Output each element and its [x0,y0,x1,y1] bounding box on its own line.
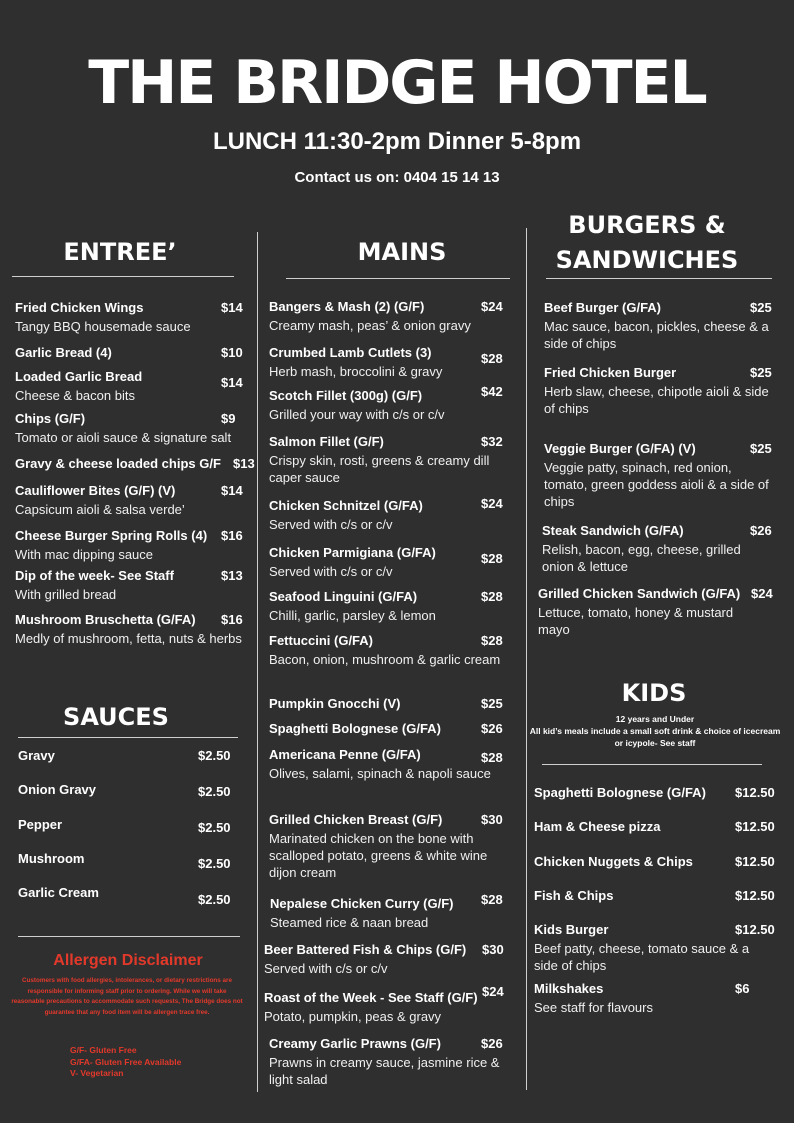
allergen-text: Customers with food allergies, intolerances, or dietary restrictions are responsible for informing staff prior to ordering. While we will take reasonable precautions to accommodate such requests, The Bridge does not guarantee that any food item will be allergen trace free. [11,977,243,1016]
sauces-item-price: $2.50 [198,892,231,907]
mains-item-name: Pumpkin Gnocchi (V) [269,696,401,711]
entree-menu-item [15,528,251,563]
mains-menu-item [269,434,515,486]
entree-item-name: Cheese Burger Spring Rolls (4) [15,528,208,543]
mains-item-name: Spaghetti Bolognese (G/FA) [269,721,441,736]
sauces-item-name: Onion Gravy [18,782,97,797]
entree-item-name: Dip of the week- See Staff [15,568,174,583]
kids-menu-item [534,819,660,835]
kids-item-price: $12.50 [735,785,775,800]
sauces-rule [18,737,238,738]
mains-item-price: $26 [481,1036,503,1051]
mains-item-description: Herb mash, broccolini & gravy [269,364,443,379]
mains-item-description: Served with c/s or c/v [269,517,393,532]
burgers-item-description: Lettuce, tomato, honey & mustard mayo [538,605,734,637]
entree-menu-item [15,612,251,647]
mains-item-name: Creamy Garlic Prawns (G/F) [269,1036,441,1051]
mains-item-price: $24 [482,984,504,999]
entree-item-description: Tomato or aioli sauce & signature salt [15,430,232,445]
mains-item-description: Marinated chicken on the bone with scalloped potato, greens & white wine dijon cream [269,831,488,880]
entree-rule [12,276,234,277]
mains-item-name: Scotch Fillet (300g) (G/F) [269,388,423,403]
entree-item-name: Chips (G/F) [15,411,86,426]
mains-item-description: Creamy mash, peas’ & onion gravy [269,318,471,333]
burgers-item-name: Grilled Chicken Sandwich (G/FA) [538,586,741,601]
mains-item-name: Crumbed Lamb Cutlets (3) [269,345,432,360]
burgers-menu-item [544,441,774,510]
mains-item-description: Olives, salami, spinach & napoli sauce [269,766,491,781]
sauces-item-name: Garlic Cream [18,885,99,900]
mains-menu-item [264,942,510,977]
mains-item-name: Chicken Parmigiana (G/FA) [269,545,436,560]
mains-menu-item [269,1036,515,1088]
mains-item-name: Seafood Linguini (G/FA) [269,589,418,604]
mains-item-description: Chilli, garlic, parsley & lemon [269,608,436,623]
mains-item-description: Prawns in creamy sauce, jasmine rice & light salad [269,1055,500,1087]
mains-menu-item [269,633,515,668]
entree-menu-item [15,345,112,361]
entree-item-name: Garlic Bread (4) [15,345,112,360]
burgers-menu-item [538,586,768,638]
mains-menu-item [270,896,516,931]
mains-item-price: $28 [481,351,503,366]
column-divider-right [526,228,527,1090]
mains-item-description: Served with c/s or c/v [269,564,393,579]
burgers-item-name: Veggie Burger (G/FA) (V) [544,441,696,456]
sauces-item-price: $2.50 [198,748,231,763]
entree-item-name: Cauliflower Bites (G/F) (V) [15,483,176,498]
mains-item-name: Nepalese Chicken Curry (G/F) [270,896,454,911]
entree-menu-item [15,411,251,446]
kids-item-name: Fish & Chips [534,888,614,903]
entree-item-description: With mac dipping sauce [15,547,154,562]
entree-item-price: $10 [221,345,243,360]
burgers-item-price: $25 [750,365,772,380]
kids-item-price: $6 [735,981,750,996]
mains-item-name: Roast of the Week - See Staff (G/F) [264,990,478,1005]
mains-item-price: $32 [481,434,503,449]
mains-item-price: $28 [481,750,503,765]
burgers-item-price: $24 [751,586,773,601]
mains-item-price: $24 [481,299,503,314]
burgers-item-description: Veggie patty, spinach, red onion, tomato, green goddess aioli & a side of chips [544,460,769,509]
burgers-item-description: Herb slaw, cheese, chipotle aioli & side of chips [544,384,769,416]
mains-menu-item [269,299,515,334]
entree-menu-item [15,483,251,518]
entree-item-price: $13 [221,568,243,583]
entree-item-name: Gravy & cheese loaded chips G/F [15,456,221,471]
kids-menu-item [534,785,706,801]
entree-item-description: Tangy BBQ housemade sauce [15,319,191,334]
mains-menu-item [269,388,515,423]
mains-item-name: Grilled Chicken Breast (G/F) [269,812,443,827]
sauces-item-price: $2.50 [198,856,231,871]
mains-item-price: $24 [481,496,503,511]
kids-heading: KIDS [621,679,687,707]
burgers-menu-item [542,523,772,575]
burgers-heading-line1: BURGERS & [568,211,726,239]
mains-item-price: $30 [481,812,503,827]
entree-menu-item [15,568,251,603]
burgers-item-description: Relish, bacon, egg, cheese, grilled onion & lettuce [542,542,741,574]
entree-menu-item [15,369,251,404]
entree-item-name: Loaded Garlic Bread [15,369,143,384]
mains-item-price: $26 [481,721,503,736]
allergen-heading: Allergen Disclaimer [53,952,203,969]
entree-menu-item [15,300,251,335]
mains-item-description: Steamed rice & naan bread [270,915,429,930]
sauces-menu-item [18,817,62,833]
kids-item-name: Ham & Cheese pizza [534,819,661,834]
sauces-menu-item [18,851,84,867]
mains-menu-item [269,747,515,782]
entree-heading: ENTREE’ [63,238,177,266]
mains-menu-item [269,812,515,881]
burgers-item-description: Mac sauce, bacon, pickles, cheese & a side of chips [544,319,769,351]
mains-item-price: $28 [481,589,503,604]
kids-item-price: $12.50 [735,922,775,937]
kids-item-name: Spaghetti Bolognese (G/FA) [534,785,706,800]
mains-item-name: Salmon Fillet (G/F) [269,434,384,449]
mains-menu-item [269,721,441,737]
opening-hours: LUNCH 11:30-2pm Dinner 5-8pm [212,128,582,155]
sauces-menu-item [18,748,55,764]
legend-gluten-free: G/F- Gluten Free [70,1045,137,1055]
entree-item-price: $13 [233,456,255,471]
kids-inclusion-note: All kid’s meals include a small soft drink & choice of icecream or icypole- See staff [529,726,781,748]
legend-vegetarian: V- Vegetarian [70,1068,124,1078]
entree-menu-item [15,456,221,472]
mains-menu-item [269,545,515,580]
dietary-legend [70,1045,181,1080]
kids-item-name: Chicken Nuggets & Chips [534,854,693,869]
entree-item-description: Capsicum aioli & salsa verde’ [15,502,185,517]
entree-item-price: $16 [221,612,243,627]
mains-menu-item [264,990,510,1025]
mains-item-description: Bacon, onion, mushroom & garlic cream [269,652,501,667]
kids-rule [542,764,762,765]
column-divider-left [257,232,258,1092]
mains-item-price: $25 [481,696,503,711]
kids-item-description: See staff for flavours [534,1000,653,1015]
sauces-item-name: Pepper [18,817,63,832]
mains-heading: MAINS [357,238,447,266]
burgers-item-price: $25 [750,300,772,315]
burgers-heading-line2: SANDWICHES [555,246,739,274]
kids-item-price: $12.50 [735,819,775,834]
kids-age: 12 years and Under [615,714,695,724]
mains-item-price: $28 [481,551,503,566]
burgers-rule [546,278,772,279]
mains-item-price: $28 [481,633,503,648]
kids-item-price: $12.50 [735,888,775,903]
burgers-heading [540,208,754,278]
hotel-title: THE BRIDGE HOTEL [88,48,706,118]
entree-item-description: Medly of mushroom, fetta, nuts & herbs [15,631,242,646]
kids-item-name: Milkshakes [534,981,604,996]
entree-item-price: $9 [221,411,236,426]
entree-item-price: $14 [221,300,243,315]
entree-item-name: Mushroom Bruschetta (G/FA) [15,612,196,627]
mains-menu-item [269,498,515,533]
entree-item-name: Fried Chicken Wings [15,300,144,315]
mains-item-name: Bangers & Mash (2) (G/F) [269,299,425,314]
kids-note [528,713,782,749]
mains-item-description: Grilled your way with c/s or c/v [269,407,445,422]
burgers-item-name: Fried Chicken Burger [544,365,677,380]
mains-item-description: Potato, pumpkin, peas & gravy [264,1009,442,1024]
legend-gluten-free-available: G/FA- Gluten Free Available [70,1056,182,1067]
burgers-item-name: Beef Burger (G/FA) [544,300,662,315]
burgers-menu-item [544,365,774,417]
mains-menu-item [269,696,400,712]
entree-item-description: Cheese & bacon bits [15,388,135,403]
mains-rule [286,278,510,279]
sauces-bottom-rule [18,936,240,937]
mains-item-description: Crispy skin, rosti, greens & creamy dill caper sauce [269,453,490,485]
sauces-item-price: $2.50 [198,784,231,799]
mains-item-price: $30 [482,942,504,957]
mains-item-name: Beer Battered Fish & Chips (G/F) [264,942,467,957]
burgers-item-name: Steak Sandwich (G/FA) [542,523,684,538]
mains-item-description: Served with c/s or c/v [264,961,388,976]
mains-item-name: Chicken Schnitzel (G/FA) [269,498,423,513]
entree-item-description: With grilled bread [15,587,117,602]
sauces-menu-item [18,885,99,901]
entree-item-price: $14 [221,375,243,390]
sauces-item-price: $2.50 [198,820,231,835]
mains-item-price: $42 [481,384,503,399]
mains-menu-item [269,589,515,624]
kids-item-price: $12.50 [735,854,775,869]
mains-item-name: Americana Penne (G/FA) [269,747,421,762]
mains-item-name: Fettuccini (G/FA) [269,633,373,648]
entree-item-price: $16 [221,528,243,543]
sauces-menu-item [18,782,96,798]
kids-menu-item [534,854,693,870]
burgers-menu-item [544,300,774,352]
kids-item-description: Beef patty, cheese, tomato sauce & a side of chips [534,941,750,973]
kids-menu-item [534,888,613,904]
sauces-heading: SAUCES [63,703,169,731]
mains-menu-item [269,345,515,380]
kids-item-name: Kids Burger [534,922,609,937]
burgers-item-price: $26 [750,523,772,538]
mains-item-price: $28 [481,892,503,907]
contact-phone: Contact us on: 0404 15 14 13 [294,169,500,186]
entree-item-price: $14 [221,483,243,498]
sauces-item-name: Gravy [18,748,55,763]
sauces-item-name: Mushroom [18,851,85,866]
burgers-item-price: $25 [750,441,772,456]
